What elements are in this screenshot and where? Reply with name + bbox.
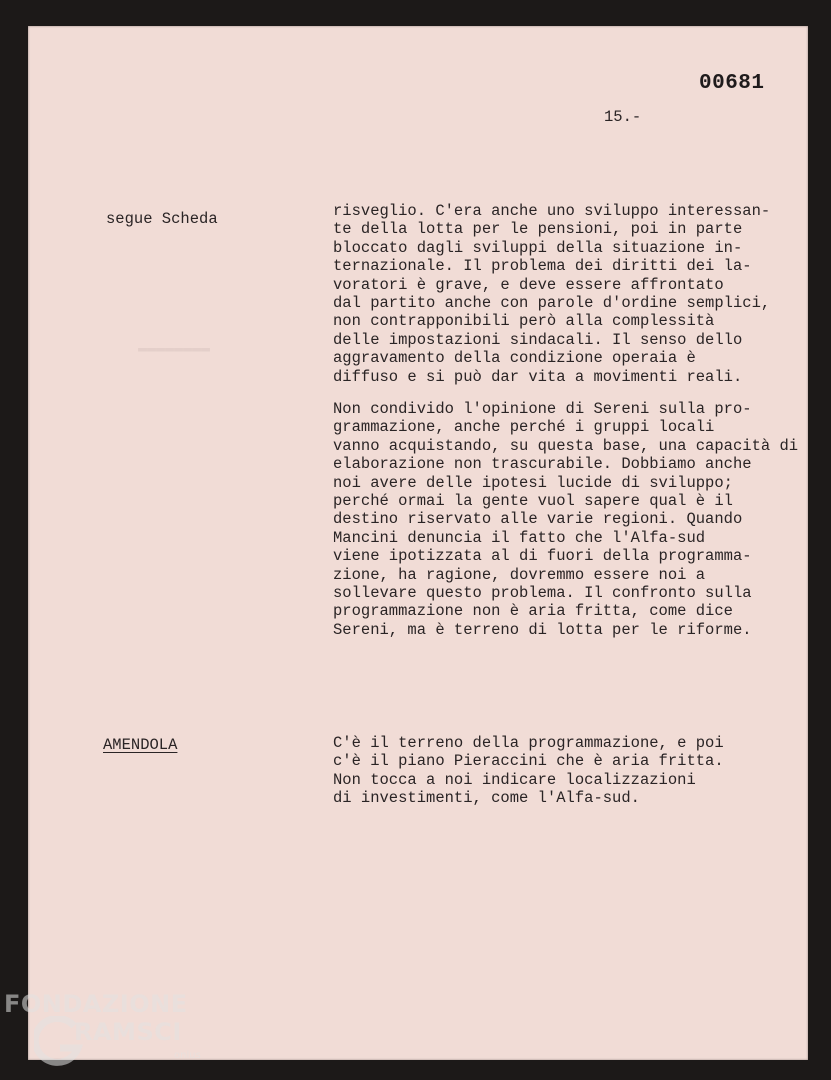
watermark-line2: RAMSCI — [74, 1018, 182, 1046]
archive-watermark — [4, 990, 214, 1080]
paragraph-amendola: C'è il terreno della programmazione, e poi c'è il piano Pieraccini che è aria fritta. Non tocca a noi indicare localizzazioni di investimenti, come l'Alfa-sud. — [333, 734, 724, 808]
watermark-line1: FONDAZIONE — [4, 990, 188, 1018]
document-number: 00681 — [699, 72, 765, 95]
watermark-suffix: onlus — [174, 1050, 201, 1061]
section-label: segue Scheda — [106, 210, 218, 228]
page-number: 15.- — [604, 108, 642, 126]
paragraph-continuation: risveglio. C'era anche uno sviluppo interessan- te della lotta per le pensioni, poi in parte bloccato dagli sviluppi della situazione in- ternazionale. Il problema dei diritti dei la- voratori è grave, e deve essere affrontato dal partito anche con parole d'ordine semplici, non contrapponibili però alla complessità delle impostazioni sindacali. Il senso dello aggravamento della condizione operaia è diffuso e si può dar vita a movimenti reali. — [333, 202, 771, 386]
paragraph-programmazione: Non condivido l'opinione di Sereni sulla pro- grammazione, anche perché i gruppi locali vanno acquistando, su questa base, una capacità di elaborazione non trascurabile. Dobbiamo anche noi avere delle ipotesi lucide di sviluppo; perché ormai la gente vuol sapere qual è il destino riservato alle varie regioni. Quando Mancini denuncia il fatto che l'Alfa-sud viene ipotizzata al di fuori della programma- zione, ha ragione, dovremmo essere noi a sollevare questo problema. Il confronto sulla programmazione non è aria fritta, come dice Sereni, ma è terreno di lotta per le riforme. — [333, 400, 799, 639]
speaker-name: AMENDOLA — [103, 736, 178, 754]
